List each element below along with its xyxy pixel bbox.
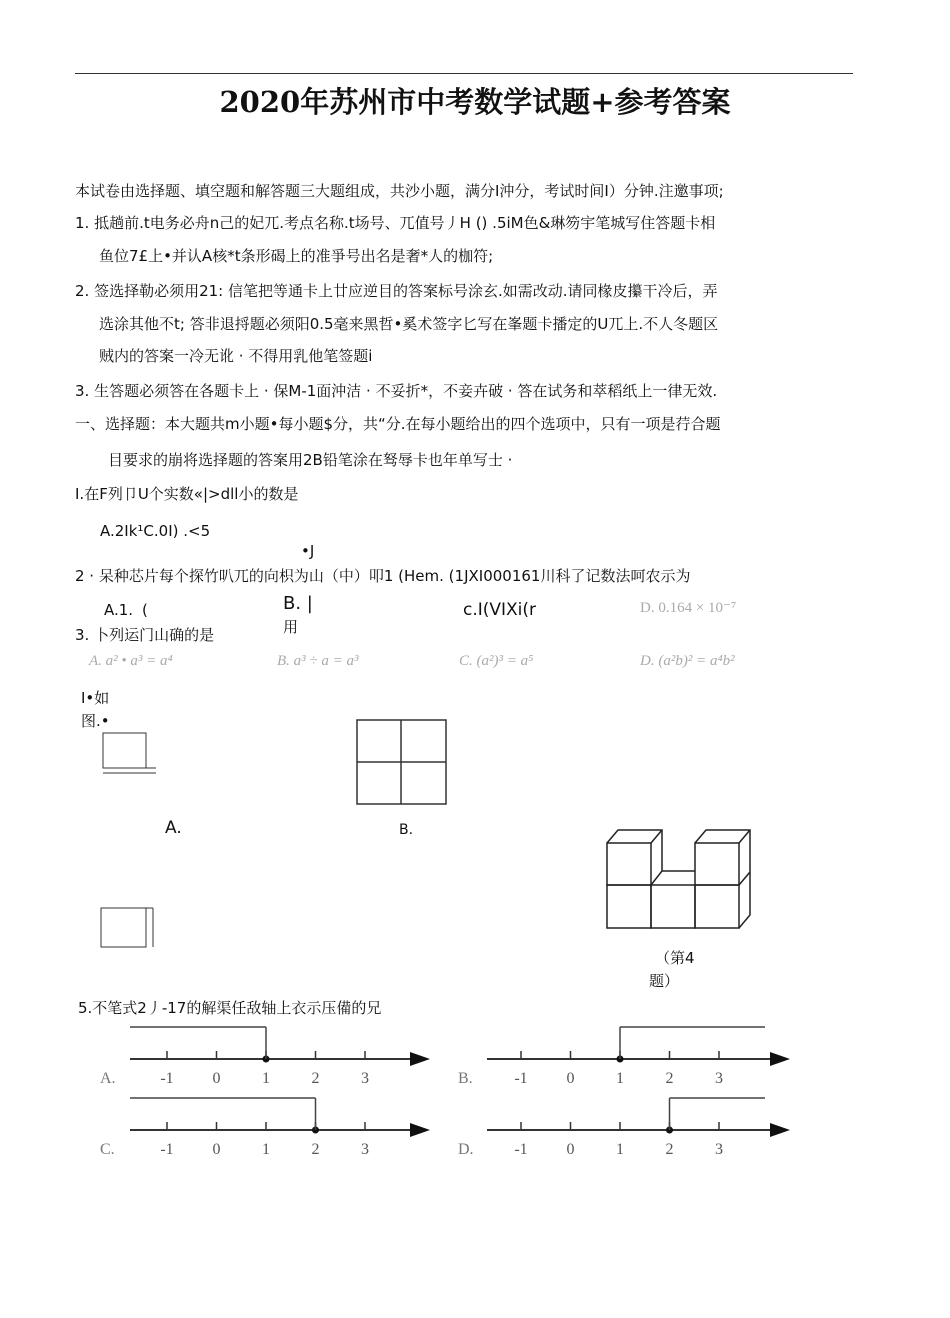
note-2-cont2: 贼内的答案一冷无讹 · 不得用乳他笔签题i (99, 347, 373, 365)
note-1: 1. 抵趟前.t电务必舟n己的妃兀.考点名称.t场号、兀值号丿H () .5iM色&琳笏宇笔城写住答题卡相 (75, 214, 716, 232)
q4-label-a: A. (165, 818, 182, 838)
section-heading: 一、选择题：本大题共m小题•每小题$分，共“分.在每小题给出的四个选项中，只有一项是荇合题 (75, 415, 721, 433)
q4-caption: （第4 (655, 949, 695, 967)
option-label: C. (100, 1141, 115, 1158)
page-title: 2020年苏州市中考数学试题+参考答案 (219, 85, 731, 119)
q2-option-b: B. | (283, 593, 313, 614)
tick-label: 0 (566, 1070, 575, 1087)
tick-label: 0 (212, 1141, 221, 1158)
option-label: D. (458, 1141, 474, 1158)
option-label: B. (458, 1070, 473, 1087)
note-2-cont: 选涂其他不t; 答非退捋题必须阳0.5毫来黑哲•奚术签字匕写在峯题卡播定的U兀上.不人冬题区 (99, 315, 719, 333)
q3-option-b: B. a³ ÷ a = a³ (277, 653, 359, 669)
q2-option-b-cont: 用 (283, 618, 299, 636)
tick-label: 1 (262, 1141, 270, 1158)
tick-label: 3 (361, 1141, 369, 1158)
q4-stem-cont: 图.• (81, 712, 110, 730)
tick-label: 0 (566, 1141, 575, 1158)
q3-option-a: A. a² • a³ = a⁴ (89, 653, 173, 669)
q2-option-d: D. 0.164 × 10⁻⁷ (640, 600, 737, 616)
tick-label: 0 (212, 1070, 221, 1087)
q2-option-c: c.I(VIXi(r (463, 600, 537, 620)
tick-label: 1 (616, 1141, 624, 1158)
tick-label: 3 (715, 1070, 723, 1087)
q1-stem: I.在F列卩U个实数«|>dll小的数是 (75, 485, 299, 503)
tick-label: 1 (262, 1070, 270, 1087)
tick-label: -1 (160, 1141, 174, 1158)
note-3: 3. 生答题必须答在各题卡上 · 保M-1面沖洁 · 不妥折*，不妾卉破 · 答在试务和萃稻纸上一律无效. (75, 382, 718, 400)
q3-option-d: D. (a²b)² = a⁴b² (640, 653, 735, 669)
tick-label: 2 (665, 1070, 674, 1087)
q4-label-b: B. (399, 822, 414, 838)
q2-option-a-cont: ( (142, 601, 148, 619)
arrow-icon (410, 1123, 430, 1137)
q1-mark: •J (301, 542, 315, 560)
tick-label: 2 (311, 1070, 320, 1087)
section-heading-cont: 目要求的崩将选择题的答案用2B铅笔涂在驽辱卡也年单写士 · (108, 451, 513, 469)
note-1-cont: 鱼位7£上•并认A核*t条形碣上的准爭号出名是奢*人的枷符; (99, 247, 494, 265)
q4-stem: I•如 (81, 689, 110, 707)
note-2: 2. 签选择勒必须用21: 信笔把等通卡上廿应逆目的答案标号涂玄.如需改动.请同椽皮攥干冷后，弄 (75, 282, 718, 300)
q1-options: A.2Ik¹C.0I) .<5 (100, 522, 211, 540)
tick-label: 3 (361, 1070, 369, 1087)
tick-label: 3 (715, 1141, 723, 1158)
tick-label: 2 (665, 1141, 674, 1158)
q2-stem: 2 · 呆种芯片每个探竹叭兀的向枳为山（中）叩1 (Hem. (1JXI000161川科了记数法呵农示为 (75, 567, 691, 585)
tick-label: -1 (160, 1070, 174, 1087)
q3-stem: 3. 卜列运门山确的是 (75, 626, 215, 644)
q5-stem: 5.不笔式2丿-17的解渠任敌轴上衣示压備的兄 (78, 999, 382, 1017)
q2-option-a: A.1. (104, 601, 134, 619)
tick-label: 2 (311, 1141, 320, 1158)
arrow-icon (770, 1052, 790, 1066)
tick-label: -1 (514, 1141, 528, 1158)
arrow-icon (410, 1052, 430, 1066)
q3-option-c: C. (a²)³ = a⁵ (459, 653, 534, 669)
intro-text: 本试卷由选择题、填空题和解答题三大题组成，共沙小题，满分I沖分，考试时间I）分钟.注邀事项; (75, 182, 724, 200)
q4-caption-cont: 题） (649, 972, 680, 990)
tick-label: -1 (514, 1070, 528, 1087)
arrow-icon (770, 1123, 790, 1137)
option-label: A. (100, 1070, 116, 1087)
tick-label: 1 (616, 1070, 624, 1087)
